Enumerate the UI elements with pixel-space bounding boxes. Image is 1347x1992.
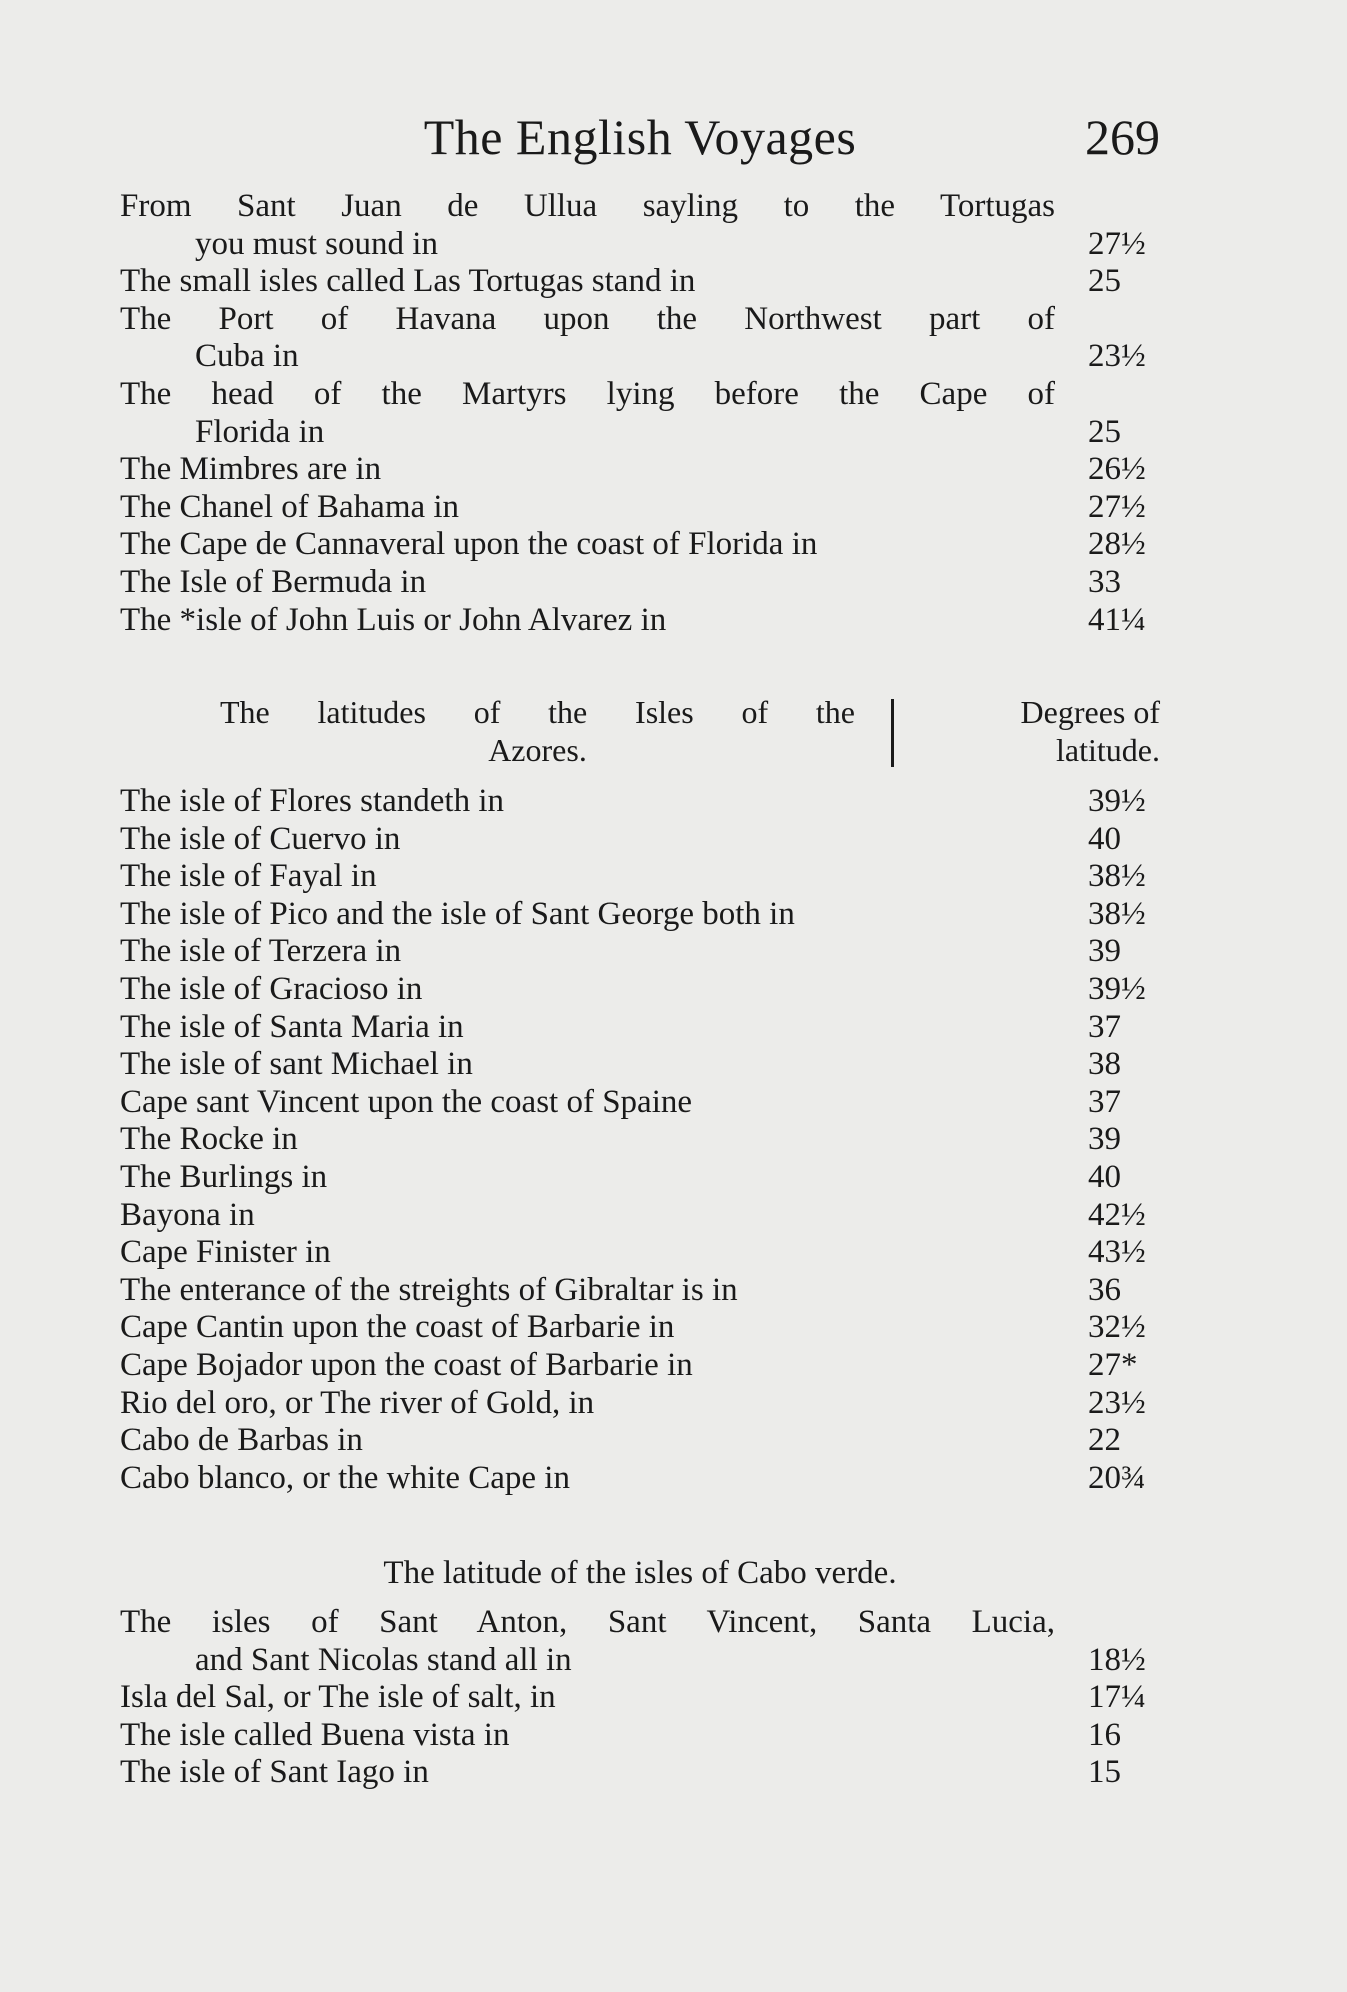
- place-name: Bayona in: [120, 1196, 255, 1233]
- latitude-value: 40: [1088, 820, 1121, 857]
- latitude-value: 23½: [1088, 338, 1146, 375]
- place-name: The isle called Buena vista in: [120, 1716, 510, 1753]
- latitude-entry: [120, 1272, 1160, 1310]
- latitude-entry: [120, 858, 1160, 896]
- place-name: Rio del oro, or The river of Gold, in: [120, 1384, 595, 1421]
- latitude-entry: [120, 1046, 1160, 1084]
- place-name-continued: Florida in: [195, 413, 325, 450]
- place-name: Isla del Sal, or The isle of salt, in: [120, 1679, 556, 1716]
- place-name-continued: and Sant Nicolas stand all in: [195, 1641, 572, 1678]
- place-name: The Rocke in: [120, 1121, 298, 1158]
- latitude-value: 15: [1088, 1754, 1121, 1791]
- degrees-heading-line-2: latitude.: [1056, 732, 1160, 768]
- latitude-value: 27½: [1088, 488, 1146, 525]
- latitude-value: 40: [1088, 1158, 1121, 1195]
- latitude-list-cabo-verde: [120, 1604, 1160, 1792]
- latitude-entry: [120, 1460, 1160, 1498]
- latitude-value: 36: [1088, 1271, 1121, 1308]
- latitude-entry: [120, 1159, 1160, 1197]
- latitude-entry: [120, 1197, 1160, 1235]
- place-name: The isle of Gracioso in: [120, 970, 423, 1007]
- azores-column-headings: [120, 693, 1160, 773]
- place-name: The Mimbres are in: [120, 451, 382, 488]
- latitude-entry: [120, 263, 1160, 301]
- place-name: The isle of Flores standeth in: [120, 783, 505, 819]
- latitude-entry: [120, 526, 1160, 564]
- latitude-entry: [120, 1754, 1160, 1792]
- place-name-continued: you must sound in: [195, 225, 438, 262]
- page-header: [120, 108, 1160, 178]
- place-name: Cape Bojador upon the coast of Barbarie in: [120, 1346, 693, 1383]
- latitude-value: 23½: [1088, 1384, 1146, 1421]
- place-name: The Isle of Bermuda in: [120, 563, 427, 600]
- place-name: The isle of sant Michael in: [120, 1046, 473, 1083]
- latitude-value: 38½: [1088, 895, 1146, 932]
- azores-heading-line-1: The latitudes of the Isles of the: [220, 694, 855, 730]
- place-name: Cape sant Vincent upon the coast of Spaine: [120, 1083, 693, 1120]
- latitude-value: 20¾: [1088, 1459, 1146, 1496]
- latitude-value: 17¼: [1088, 1679, 1146, 1716]
- latitude-value: 39: [1088, 933, 1121, 970]
- latitude-value: 22: [1088, 1422, 1121, 1459]
- latitude-entry: [120, 564, 1160, 602]
- place-name: The isle of Santa Maria in: [120, 1008, 464, 1045]
- place-name: Cape Finister in: [120, 1234, 331, 1271]
- latitude-list-azores: [120, 783, 1160, 1497]
- latitude-value: 27½: [1088, 225, 1146, 262]
- cabo-verde-heading: The latitude of the isles of Cabo verde.: [383, 1555, 897, 1591]
- place-name: Cape Cantin upon the coast of Barbarie in: [120, 1309, 675, 1346]
- place-name: The isle of Cuervo in: [120, 820, 401, 857]
- latitude-value: 18½: [1088, 1641, 1146, 1678]
- place-name: The head of the Martyrs lying before the Cape of: [120, 375, 1055, 412]
- latitude-entry: [120, 783, 1160, 821]
- latitude-entry: [120, 1084, 1160, 1122]
- place-name-continued: Cuba in: [195, 338, 299, 375]
- latitude-entry: [120, 1121, 1160, 1159]
- latitude-value: 27*: [1088, 1346, 1138, 1383]
- place-name: The isle of Pico and the isle of Sant George both in: [120, 895, 795, 932]
- page-number: 269: [1085, 109, 1160, 165]
- place-name: The Port of Havana upon the Northwest part of: [120, 300, 1055, 337]
- latitude-entry: [120, 896, 1160, 934]
- latitude-value: 41¼: [1088, 601, 1146, 638]
- latitude-entry: [120, 1009, 1160, 1047]
- latitude-value: 33: [1088, 563, 1121, 600]
- place-name: The Chanel of Bahama in: [120, 488, 460, 525]
- latitude-list-west-indies: [120, 188, 1160, 639]
- latitude-entry: [120, 376, 1160, 451]
- latitude-value: 32½: [1088, 1309, 1146, 1346]
- latitude-entry: [120, 971, 1160, 1009]
- place-name: Cabo blanco, or the white Cape in: [120, 1459, 570, 1496]
- place-name: The small isles called Las Tortugas stand in: [120, 263, 696, 300]
- latitude-entry: [120, 1385, 1160, 1423]
- place-name: Cabo de Barbas in: [120, 1422, 363, 1459]
- latitude-entry: [120, 1679, 1160, 1717]
- place-name: The Burlings in: [120, 1158, 328, 1195]
- place-name: The Cape de Cannaveral upon the coast of Florida in: [120, 526, 818, 563]
- place-name: The isle of Fayal in: [120, 858, 377, 895]
- latitude-value: 28½: [1088, 526, 1146, 563]
- place-name: The isles of Sant Anton, Sant Vincent, Santa Lucia,: [120, 1604, 1055, 1640]
- azores-heading-line-2: Azores.: [488, 732, 587, 768]
- latitude-value: 25: [1088, 413, 1121, 450]
- latitude-value: 38: [1088, 1046, 1121, 1083]
- latitude-value: 39½: [1088, 970, 1146, 1007]
- latitude-entry: [120, 1234, 1160, 1272]
- degrees-heading: [950, 693, 1160, 769]
- latitude-entry: [120, 933, 1160, 971]
- latitude-value: 37: [1088, 1008, 1121, 1045]
- latitude-value: 16: [1088, 1716, 1121, 1753]
- latitude-value: 39: [1088, 1121, 1121, 1158]
- latitude-entry: [120, 1422, 1160, 1460]
- latitude-entry: [120, 188, 1160, 263]
- latitude-entry: [120, 301, 1160, 376]
- latitude-entry: [120, 489, 1160, 527]
- latitude-entry: [120, 821, 1160, 859]
- latitude-value: 26½: [1088, 451, 1146, 488]
- latitude-entry: [120, 451, 1160, 489]
- latitude-value: 43½: [1088, 1234, 1146, 1271]
- latitude-value: 39½: [1088, 783, 1146, 819]
- latitude-value: 38½: [1088, 858, 1146, 895]
- latitude-entry: [120, 1604, 1160, 1679]
- latitude-entry: [120, 602, 1160, 640]
- latitude-value: 42½: [1088, 1196, 1146, 1233]
- latitude-value: 37: [1088, 1083, 1121, 1120]
- place-name: The *isle of John Luis or John Alvarez in: [120, 601, 667, 638]
- place-name: The isle of Sant Iago in: [120, 1754, 429, 1791]
- column-divider: [891, 699, 894, 767]
- place-name: The enterance of the streights of Gibraltar is in: [120, 1271, 738, 1308]
- degrees-heading-line-1: Degrees of: [1020, 694, 1160, 730]
- latitude-entry: [120, 1347, 1160, 1385]
- place-name: From Sant Juan de Ullua sayling to the Tortugas: [120, 188, 1055, 224]
- running-title: The English Voyages: [423, 109, 857, 165]
- latitude-entry: [120, 1309, 1160, 1347]
- place-name: The isle of Terzera in: [120, 933, 402, 970]
- latitude-entry: [120, 1717, 1160, 1755]
- latitude-value: 25: [1088, 263, 1121, 300]
- azores-heading: [220, 693, 975, 769]
